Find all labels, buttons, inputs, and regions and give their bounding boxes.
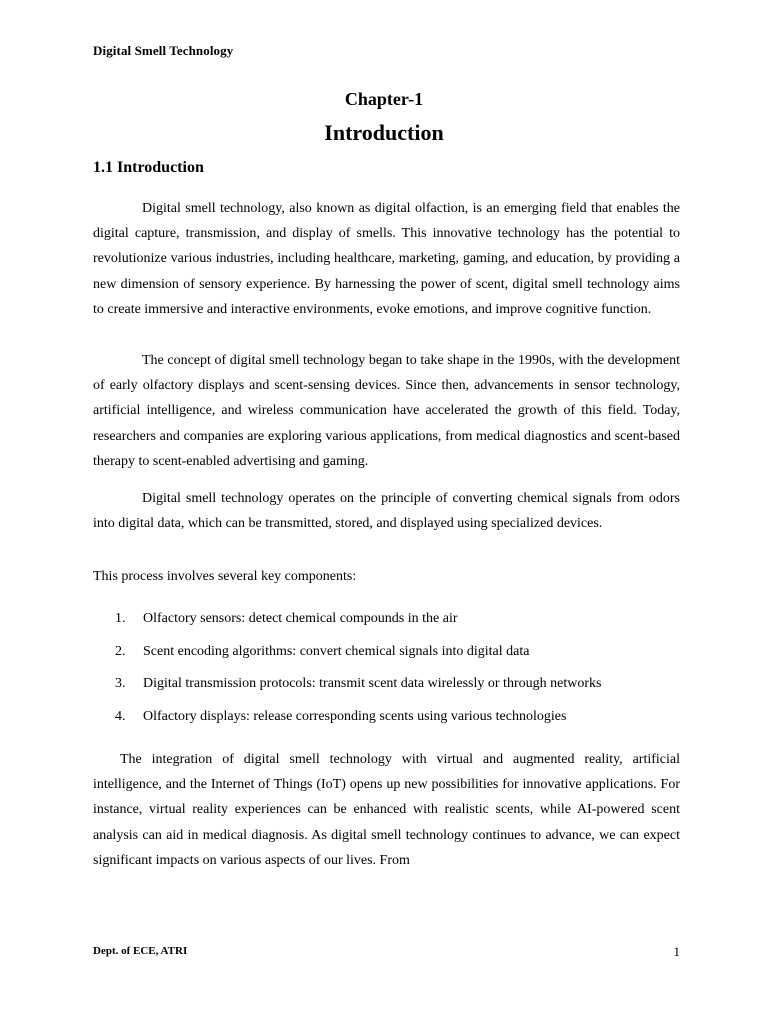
chapter-label: Chapter-1 (344, 89, 424, 109)
running-header: Digital Smell Technology (93, 43, 234, 58)
footer-department: Dept. of ECE, ATRI (93, 945, 188, 957)
section-heading: 1.1 Introduction (93, 159, 204, 176)
page-number: 1 (673, 944, 680, 959)
paragraph-integration: The integration of digital smell technology with virtual and augmented reality, artificial intelligence, and the Internet of Things (IoT) opens up new possibilities for innovative applications. For instance, virtual reality experiences can be enhanced with realistic scents, while AI-powered scent analysis can aid in medical diagnosis. As digital smell technology continues to advance, we can expect significant impacts on various aspects of our lives. From (93, 752, 680, 868)
list-item-number: 3. (115, 676, 126, 692)
list-item-text: Olfactory sensors: detect chemical compounds in the air (143, 611, 458, 626)
list-item (93, 639, 680, 672)
list-item (93, 606, 680, 639)
component-list (93, 606, 680, 736)
list-item-number: 1. (115, 611, 126, 626)
list-item-number: 2. (115, 643, 126, 659)
list-item-text: Olfactory displays: release corresponding scents using various technologies (143, 708, 567, 724)
paragraph-components-lead: This process involves several key components: (93, 569, 357, 584)
chapter-title: Introduction (324, 120, 444, 145)
paragraph-history: The concept of digital smell technology began to take shape in the 1990s, with the development of early olfactory displays and scent-sensing devices. Since then, advancements in sensor technology, artificial intelligence, and wireless communication have accelerated the growth of this field. Today, researchers and companies are exploring various applications, from medical diagnostics and scent-based therapy to scent-enabled advertising and gaming. (93, 353, 680, 469)
paragraph-principle: Digital smell technology operates on the principle of converting chemical signals from odors into digital data, which can be transmitted, stored, and displayed using specialized devices. (93, 491, 680, 532)
list-item (93, 704, 680, 737)
list-item (93, 671, 680, 704)
list-item-text: Scent encoding algorithms: convert chemical signals into digital data (143, 643, 530, 659)
list-item-number: 4. (115, 708, 126, 724)
paragraph-intro: Digital smell technology, also known as digital olfaction, is an emerging field that enables the digital capture, transmission, and display of smells. This innovative technology has the potential to revolutionize various industries, including healthcare, marketing, gaming, and education, by providing a new dimension of sensory experience. By harnessing the power of scent, digital smell technology aims to create immersive and interactive environments, evoke emotions, and improve cognitive function. (93, 201, 680, 317)
list-item-text: Digital transmission protocols: transmit scent data wirelessly or through networks (143, 676, 602, 692)
